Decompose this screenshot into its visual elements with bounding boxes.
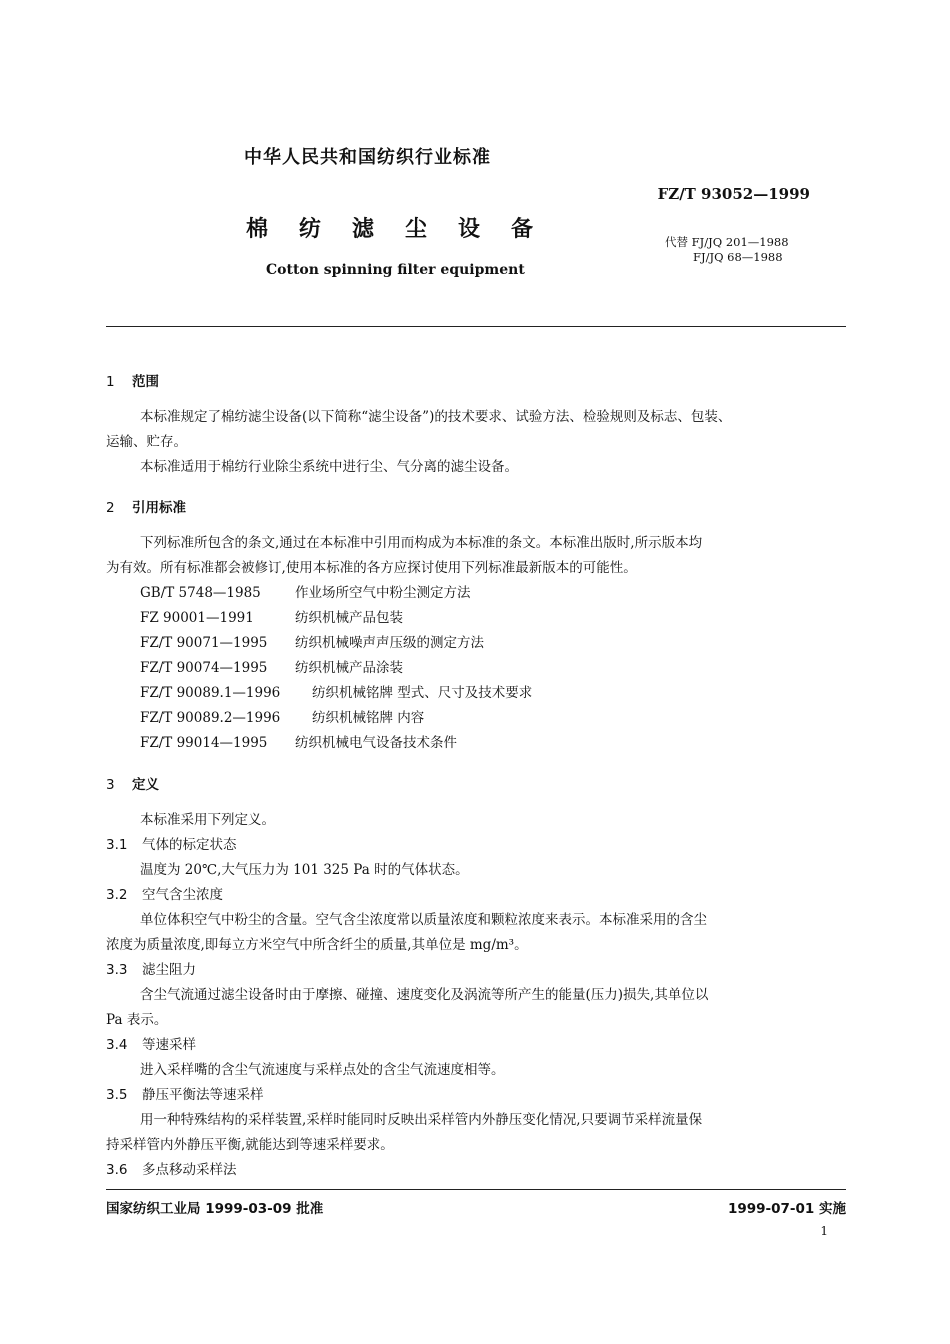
definition-number: 3.5 bbox=[106, 1087, 128, 1103]
definition-number: 3.1 bbox=[106, 837, 128, 853]
section-2-number: 2 bbox=[106, 500, 115, 516]
definition-text: 单位体积空气中粉尘的含量。空气含尘浓度常以质量浓度和颗粒浓度来表示。本标准采用的含尘 bbox=[140, 912, 707, 928]
reference-item bbox=[140, 706, 424, 731]
reference-code: FZ/T 99014—1995 bbox=[140, 735, 268, 751]
reference-name: 纺织机械铭牌 型式、尺寸及技术要求 bbox=[312, 685, 533, 701]
section-3-heading bbox=[106, 773, 159, 793]
definition-term: 静压平衡法等速采样 bbox=[142, 1087, 264, 1103]
definition-term: 气体的标定状态 bbox=[142, 837, 237, 853]
reference-item bbox=[140, 656, 403, 681]
section-2-heading bbox=[106, 496, 186, 516]
page-number: 1 bbox=[820, 1224, 828, 1238]
definition-heading bbox=[106, 1083, 264, 1108]
section-3-title: 定义 bbox=[132, 777, 159, 793]
section-1-number: 1 bbox=[106, 374, 115, 390]
definition-heading bbox=[106, 958, 196, 983]
reference-item bbox=[140, 606, 403, 631]
section-3-number: 3 bbox=[106, 777, 115, 793]
definition-text: 温度为 20℃,大气压力为 101 325 Pa 时的气体状态。 bbox=[140, 862, 469, 878]
section-1-paragraph-2: 本标准适用于棉纺行业除尘系统中进行尘、气分离的滤尘设备。 bbox=[140, 459, 518, 475]
definition-text-continued: 浓度为质量浓度,即每立方米空气中所含纤尘的质量,其单位是 mg/m³。 bbox=[106, 937, 528, 953]
reference-code: FZ/T 90071—1995 bbox=[140, 635, 268, 651]
document-title-english: Cotton spinning filter equipment bbox=[266, 262, 525, 278]
section-2-paragraph-line-1: 下列标准所包含的条文,通过在本标准中引用而构成为本标准的条文。本标准出版时,所示版本均 bbox=[140, 535, 703, 551]
reference-name: 纺织机械噪声声压级的测定方法 bbox=[295, 635, 484, 651]
document-title: 棉纺滤尘设备 bbox=[246, 217, 565, 242]
reference-item bbox=[140, 681, 532, 706]
reference-code: GB/T 5748—1985 bbox=[140, 585, 261, 601]
section-2-paragraph-line-2: 为有效。所有标准都会被修订,使用本标准的各方应探讨使用下列标准最新版本的可能性。 bbox=[106, 560, 637, 576]
reference-item bbox=[140, 731, 457, 756]
reference-name: 纺织机械电气设备技术条件 bbox=[295, 735, 457, 751]
definition-text: 含尘气流通过滤尘设备时由于摩擦、碰撞、速度变化及涡流等所产生的能量(压力)损失,其单位以 bbox=[140, 987, 709, 1003]
reference-item bbox=[140, 631, 484, 656]
definition-heading bbox=[106, 833, 237, 858]
reference-name: 作业场所空气中粉尘测定方法 bbox=[295, 585, 471, 601]
section-1-paragraph-1-line-1: 本标准规定了棉纺滤尘设备(以下简称“滤尘设备”)的技术要求、试验方法、检验规则及标志、包装、 bbox=[140, 409, 732, 425]
definition-term: 空气含尘浓度 bbox=[142, 887, 223, 903]
definition-text-continued: Pa 表示。 bbox=[106, 1012, 168, 1028]
definition-number: 3.3 bbox=[106, 962, 128, 978]
definition-heading bbox=[106, 1033, 196, 1058]
replaces-line-1: 代替 FJ/JQ 201—1988 bbox=[665, 235, 789, 249]
reference-code: FZ/T 90089.1—1996 bbox=[140, 685, 281, 701]
reference-name: 纺织机械产品包装 bbox=[295, 610, 403, 626]
definition-number: 3.6 bbox=[106, 1162, 128, 1178]
section-1-title: 范围 bbox=[132, 374, 159, 390]
definition-term: 等速采样 bbox=[142, 1037, 196, 1053]
reference-code: FZ/T 90074—1995 bbox=[140, 660, 268, 676]
replaces-line-2: FJ/JQ 68—1988 bbox=[693, 250, 783, 264]
reference-name: 纺织机械产品涂装 bbox=[295, 660, 403, 676]
definition-number: 3.2 bbox=[106, 887, 128, 903]
reference-item bbox=[140, 581, 471, 606]
reference-code: FZ 90001—1991 bbox=[140, 610, 254, 626]
reference-name: 纺织机械铭牌 内容 bbox=[312, 710, 425, 726]
issuing-body: 中华人民共和国纺织行业标准 bbox=[244, 147, 491, 168]
reference-code: FZ/T 90089.2—1996 bbox=[140, 710, 281, 726]
section-2-title: 引用标准 bbox=[132, 500, 186, 516]
effective-date: 1999-07-01 实施 bbox=[727, 1201, 846, 1217]
standard-code: FZ/T 93052—1999 bbox=[657, 185, 810, 203]
definition-heading bbox=[106, 1158, 237, 1183]
definition-term: 多点移动采样法 bbox=[142, 1162, 237, 1178]
definition-text-continued: 持采样管内外静压平衡,就能达到等速采样要求。 bbox=[106, 1137, 394, 1153]
approval-date: 国家纺织工业局 1999-03-09 批准 bbox=[106, 1201, 324, 1217]
definition-text: 用一种特殊结构的采样装置,采样时能同时反映出采样管内外静压变化情况,只要调节采样流量保 bbox=[140, 1112, 703, 1128]
section-1-paragraph-1-line-2: 运输、贮存。 bbox=[106, 434, 187, 450]
replaces-block bbox=[665, 235, 789, 265]
definition-term: 滤尘阻力 bbox=[142, 962, 196, 978]
section-1-heading bbox=[106, 370, 159, 390]
definition-heading bbox=[106, 883, 223, 908]
footer-divider bbox=[106, 1189, 846, 1190]
definition-number: 3.4 bbox=[106, 1037, 128, 1053]
definition-text: 进入采样嘴的含尘气流速度与采样点处的含尘气流速度相等。 bbox=[140, 1062, 505, 1078]
header-divider bbox=[106, 326, 846, 327]
section-3-intro: 本标准采用下列定义。 bbox=[140, 812, 275, 828]
